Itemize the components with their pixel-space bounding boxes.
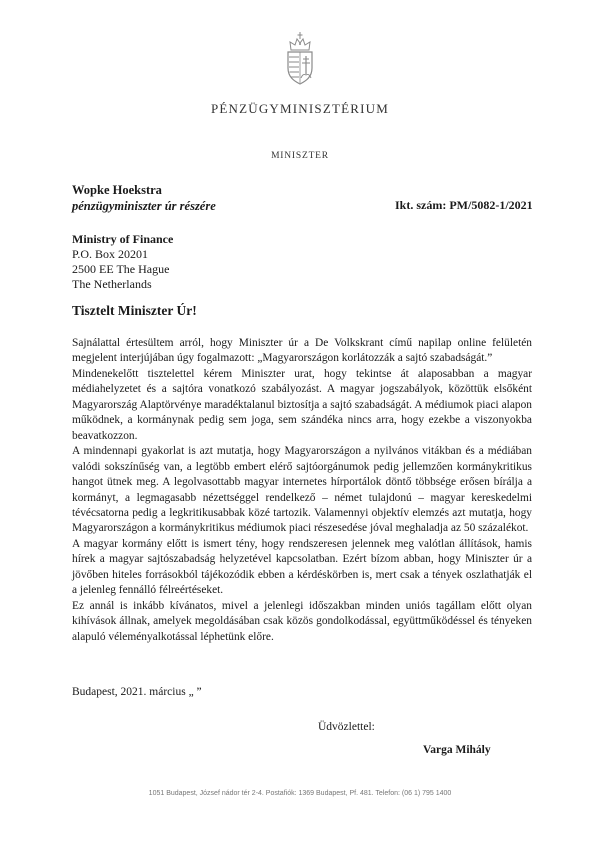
letter-date: Budapest, 2021. március „ ” [72,686,202,698]
coat-of-arms-icon [282,28,318,86]
recipient-block [72,182,216,214]
address-block [72,232,173,292]
ministry-name: PÉNZÜGYMINISZTÉRIUM [210,101,390,116]
reference-number: Ikt. szám: PM/5082-1/2021 [395,198,533,212]
recipient-name: Wopke Hoekstra [72,183,162,197]
body-paragraph: A magyar kormány előtt is ismert tény, hogy rendszeresen jelennek meg valótlan állítások, hamis hírek a magyar sajtószabadság helyzetével kapcsolatban. Ezért bízom abban, hogy Miniszter úr a jövőben hiteles forrásokból tájékozódik ebben a kérdéskörben is, mert csak a tények oszlathatják el a jelenleg fennálló félreértéseket. [72,537,532,597]
body-paragraph: Mindenekelőtt tisztelettel kérem Miniszter urat, hogy tekintse át alaposabban a magyar médiahelyzetet és a sajtóra vonatkozó szabályozást. A magyar jogszabályok, közöttük elsőként Magyarország Alaptörvénye maradéktalanul biztosítja a sajtó szabadságát. A médiumok piaci alapon működnek, a kormánynak pedig sem joga, sem szándéka nincs arra, hogy ezekbe a viszonyokba beavatkozzon. [72,367,532,442]
salutation: Tisztelt Miniszter Úr! [72,303,197,318]
address-line: P.O. Box 20201 [72,247,149,261]
closing-greeting: Üdvözlettel: [318,721,375,733]
address-line: The Netherlands [72,277,152,291]
recipient-role: pénzügyminiszter úr részére [72,199,216,213]
body-paragraph: Sajnálattal értesültem arról, hogy Miniszter úr a De Volkskrant című napilap online felületén megjelent interjújában úgy fogalmazott: „Magyarországon korlátozzák a sajtó szabadságát.” [72,337,532,365]
letter-body [72,336,532,645]
address-organization: Ministry of Finance [72,232,174,246]
body-paragraph: Ez annál is inkább kívánatos, mivel a jelenlegi időszakban minden uniós tagállam előtt olyan kihívások állnak, amelyek megoldásában csak közös gondolkodással, együttműködéssel és tényeken alapuló véleményalkotással léphetünk előre. [72,599,532,643]
footer-contact: 1051 Budapest, József nádor tér 2-4. Postafiók: 1369 Budapest, Pf. 481. Telefon: (06 1) 795 1400 [148,790,452,797]
signer-name: Varga Mihály [423,744,491,756]
address-line: 2500 EE The Hague [72,262,170,276]
office-title: MINISZTER [271,151,329,161]
body-paragraph: A mindennapi gyakorlat is azt mutatja, hogy Magyarországon a nyilvános vitákban és a médiában valódi sokszínűség van, a legtöbb embert elérő sajtóorgánumok pedig jellemzően kormánykritikus hangot ütnek meg. A legolvasottabb magyar internetes hírportálok döntő többsége erősen bírálja a kormányt, a legmagasabb nézettséggel rendelkező – német tulajdonú – magyar kereskedelmi tévécsatorna pedig a legkritikusabbak közé tartozik. Valamennyi objektív elemzés azt mutatja, hogy Magyarországon a kormánykritikus médiumok piaci részesedése jóval meghaladja az 50 százalékot. [72,445,532,535]
